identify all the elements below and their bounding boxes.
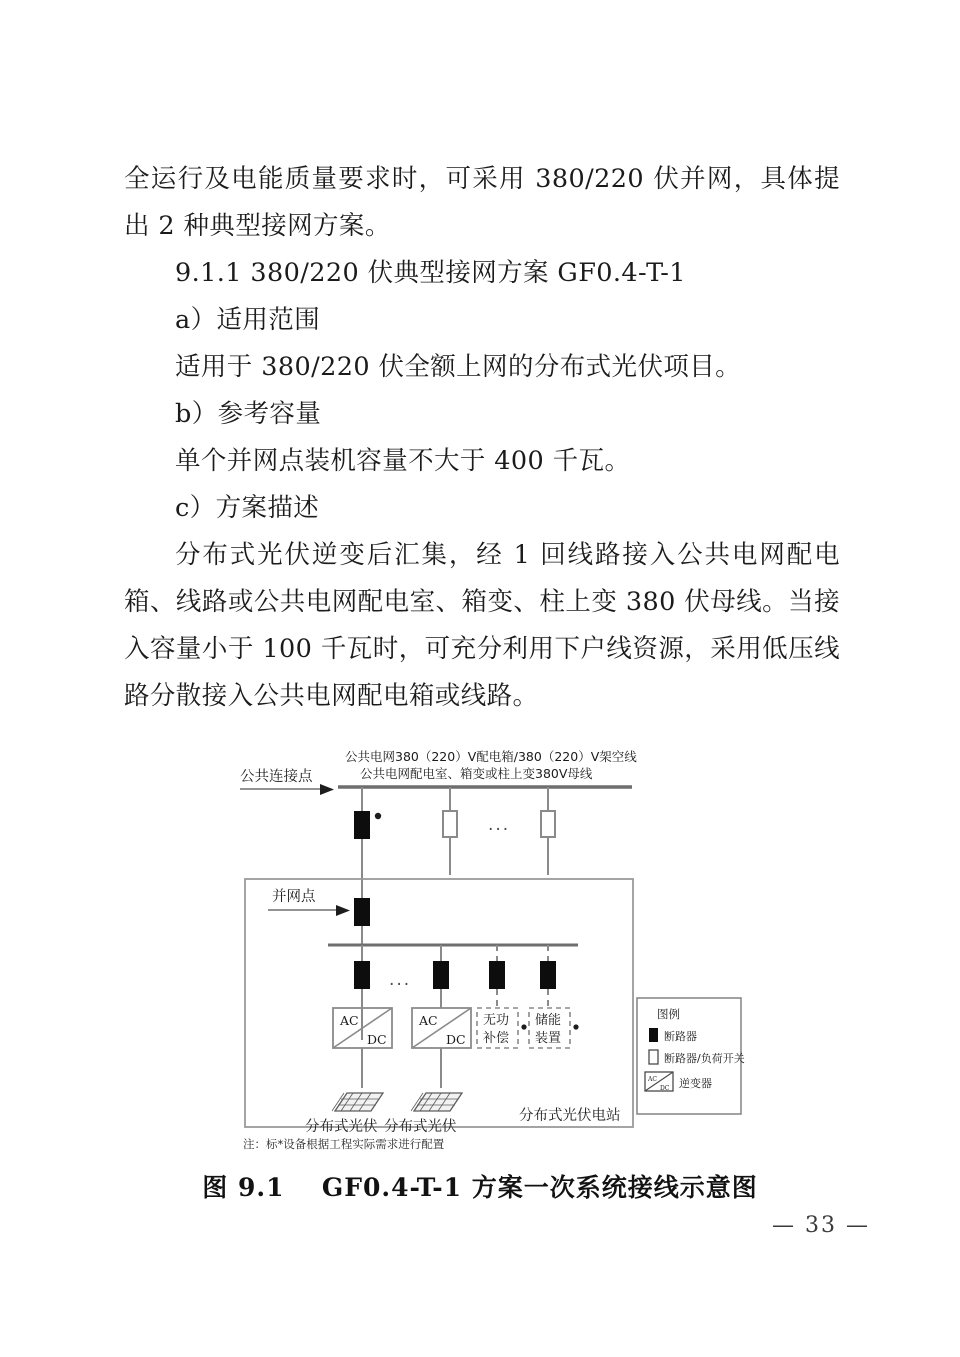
asterisk-marker-reactive	[521, 1024, 526, 1029]
ellipsis-top-feeders: ...	[488, 815, 511, 835]
page-number: — 33 —	[772, 1213, 870, 1238]
breaker-branch-reactive	[489, 961, 505, 989]
storage-label-line1: 储能	[535, 1013, 562, 1028]
legend-title: 图例	[657, 1007, 680, 1021]
storage-label-line2: 装置	[535, 1031, 562, 1046]
load-switch-2	[541, 811, 555, 837]
breaker-pcc	[354, 811, 370, 839]
breaker-branch-pv-2	[433, 961, 449, 989]
heading-9-1-1: 9.1.1 380/220 伏典型接网方案 GF0.4-T-1	[175, 258, 686, 288]
asterisk-marker-pcc	[375, 813, 381, 819]
figure-caption-number: 图 9.1	[202, 1173, 285, 1202]
inverter-1-dc-label: DC	[367, 1032, 387, 1047]
legend-filled-breaker-icon	[649, 1028, 658, 1042]
item-a-body: 适用于 380/220 伏全额上网的分布式光伏项目。	[175, 352, 742, 382]
pv-array-icon-1	[332, 1093, 383, 1111]
inverter-2-dc-label: DC	[446, 1032, 466, 1047]
legend-panel	[637, 998, 745, 1114]
item-a-title: a）适用范围	[175, 305, 321, 335]
item-c-body: 分布式光伏逆变后汇集，经 1 回线路接入公共电网配电箱、线路或公共电网配电室、箱变、柱上变 380 伏母线。当接入容量小于 100 千瓦时，可充分利用下户线资源，采用低压线路分散接入公共电网配电箱或线路。	[124, 540, 840, 711]
legend-item-label-inverter: 逆变器	[679, 1077, 712, 1090]
paragraph-intro: 全运行及电能质量要求时，可采用 380/220 伏并网，具体提出 2 种典型接网方案。	[124, 164, 840, 241]
reactive-label-line2: 补偿	[483, 1031, 510, 1046]
pv-array-1-label: 分布式光伏	[305, 1119, 378, 1135]
item-c-title: c）方案描述	[175, 493, 320, 523]
pv-array-2-label: 分布式光伏	[384, 1119, 457, 1135]
legend-inverter-ac-label: AC	[648, 1076, 657, 1083]
pcc-arrow-head	[320, 784, 334, 795]
breaker-poi	[354, 898, 370, 926]
figure-note: 注：标*设备根据工程实际需求进行配置	[243, 1137, 445, 1151]
figure-caption	[0, 1168, 960, 1204]
figure-caption-text: GF0.4-T-1 方案一次系统接线示意图	[321, 1173, 758, 1202]
reactive-label-line1: 无功	[483, 1013, 510, 1028]
ellipsis-branches: ...	[389, 970, 412, 990]
grid-label-line1: 公共电网380（220）V配电箱/380（220）V架空线	[345, 749, 637, 764]
asterisk-marker-storage	[573, 1024, 578, 1029]
pv-array-icon-2	[411, 1093, 462, 1111]
item-b-title: b）参考容量	[175, 399, 322, 429]
legend-item-label-load-switch: 断路器/负荷开关	[664, 1052, 745, 1065]
legend-hollow-breaker-icon	[649, 1050, 658, 1064]
pv-station-label: 分布式光伏电站	[519, 1108, 621, 1124]
item-b-body: 单个并网点装机容量不大于 400 千瓦。	[175, 446, 631, 476]
grid-label-line2: 公共电网配电室、箱变或柱上变380V母线	[360, 766, 593, 781]
legend-item-label-breaker: 断路器	[664, 1030, 697, 1043]
load-switch-1	[443, 811, 457, 837]
body-text	[124, 156, 840, 720]
breaker-branch-pv-1	[354, 961, 370, 989]
poi-arrow-head	[336, 905, 350, 916]
breaker-branch-storage	[540, 961, 556, 989]
inverter-1-ac-label: AC	[340, 1013, 359, 1028]
figure-9-1	[0, 740, 960, 1220]
legend-inverter-dc-label: DC	[660, 1085, 670, 1092]
single-line-diagram	[0, 740, 960, 1220]
poi-label: 并网点	[272, 889, 316, 905]
pv-station-boundary	[245, 879, 633, 1127]
inverter-2-ac-label: AC	[419, 1013, 438, 1028]
pcc-label: 公共连接点	[240, 769, 313, 785]
